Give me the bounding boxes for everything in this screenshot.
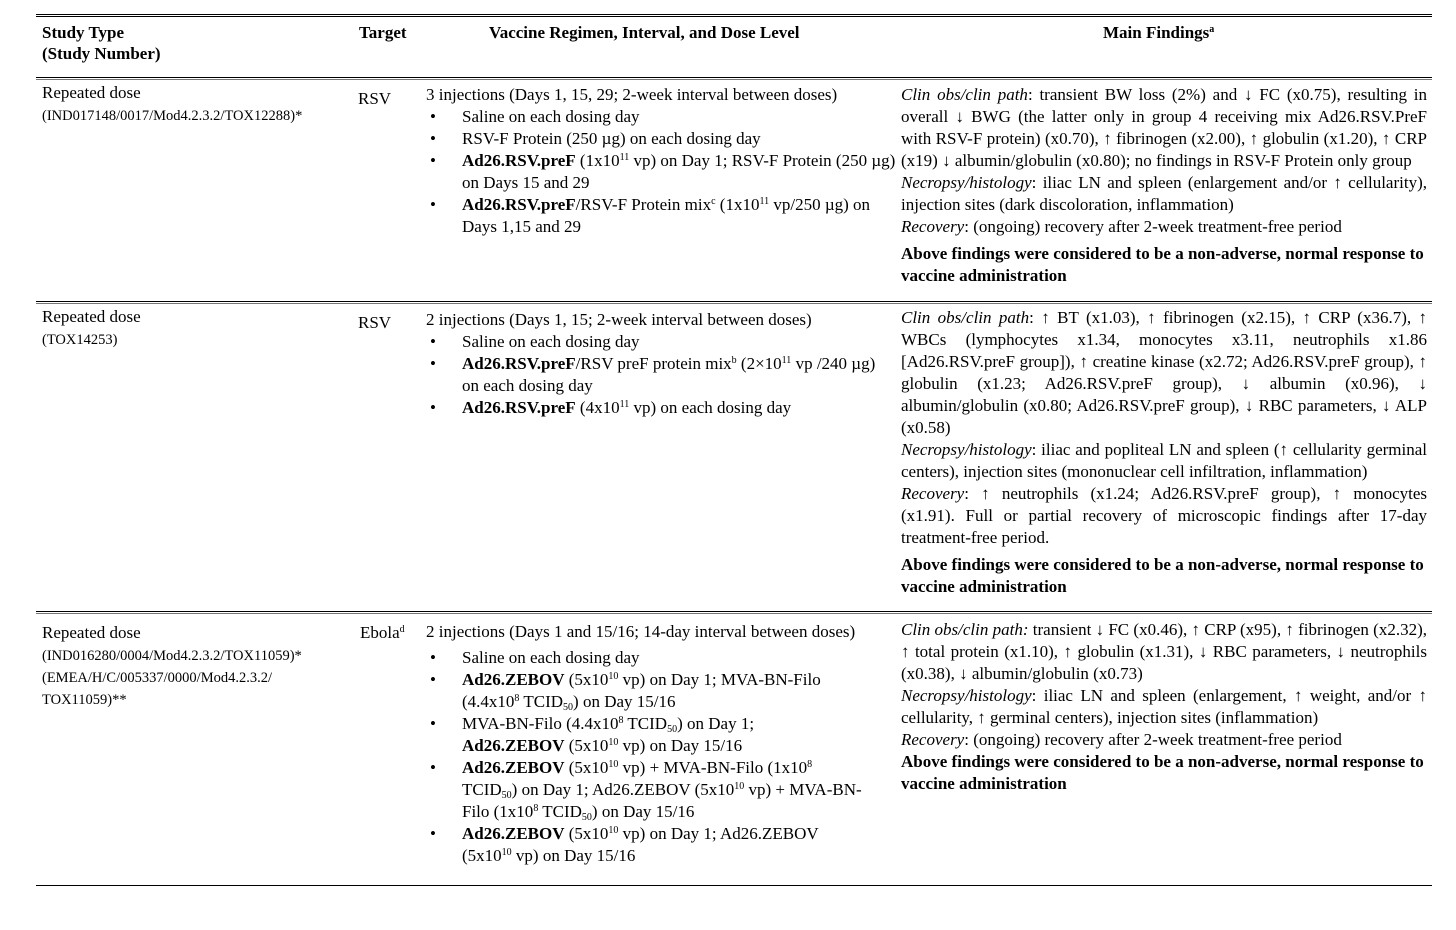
list-item: • Ad26.ZEBOV ($5x10^{10}$ vp) on Day 1; Ad26.ZEBOV ($5x10^{10}$ vp) on Day 15/16: [462, 823, 866, 867]
row3-conclusion: Above findings were considered to be a non-adverse, normal response to vaccine administration: [901, 752, 1424, 793]
list-item: • Saline on each dosing day: [462, 647, 866, 669]
row2-conclusion: Above findings were considered to be a non-adverse, normal response to vaccine administration: [901, 555, 1424, 596]
header-bottom-rule: [36, 77, 1432, 78]
row3-regimen-lead: 2 injections (Days 1 and 15/16; 14-day interval between doses): [426, 622, 856, 641]
list-item: • MVA-BN-Filo ($4.4x10^8$ $TCID_{50}$) on Day 1; Ad26.ZEBOV ($5x10^{10}$ vp) on Day 15/16: [462, 713, 866, 757]
row1-regimen-lead: 3 injections (Days 1, 15, 29; 2-week interval between doses): [426, 85, 838, 104]
header-findings: [1103, 22, 1214, 43]
header-study-type: [42, 22, 352, 64]
list-item: • Ad26.RSV.preF ($1x10^{11}$ vp) on Day 1; RSV-F Protein (250 µg) on Days 15 and 29: [462, 150, 896, 194]
table-bottom-rule: [36, 885, 1432, 886]
row2-necropsy: Necropsy/histology: iliac and popliteal LN and spleen (↑ cellularity germinal centers), injection sites (mononuclear cell infiltration, inflammation): [901, 440, 1427, 481]
list-item: • Ad26.RSV.preF/RSV-F Protein mix$^c$ ($1x10^{11}$ vp/250 µg) on Days 1,15 and 29: [462, 194, 896, 238]
row2-regimen-lead: 2 injections (Days 1, 15; 2-week interval between doses): [426, 310, 812, 329]
row1-study-type: Repeated dose: [42, 83, 141, 102]
row3-study-number-2: (EMEA/H/C/005337/0000/Mod4.2.3.2/: [42, 670, 272, 686]
row2-regimen-list: [426, 331, 896, 419]
row1-findings: [901, 84, 1427, 287]
row2-target: RSV: [358, 313, 392, 332]
row1-necropsy: Necropsy/histology: iliac LN and spleen (enlargement and/or ↑ cellularity), injection sites (dark discoloration, inflammation): [901, 173, 1427, 214]
row2-findings: [901, 307, 1427, 598]
list-item: • Saline on each dosing day: [462, 331, 896, 353]
row3-target-label: Ebola: [360, 623, 400, 642]
row1-study-number: (IND017148/0017/Mod4.2.3.2/TOX12288)*: [42, 108, 303, 124]
list-item: • Ad26.RSV.preF ($4x10^{11}$ vp) on each dosing day: [462, 397, 896, 419]
row3-study: [42, 622, 352, 710]
row1-regimen-list: [426, 106, 896, 238]
row3-clin: Clin obs/clin path: transient ↓ FC (x0.46), ↑ CRP (x95), ↑ fibrinogen (x2.32), ↑ total protein (x1.10), ↑ globulin (x1.31), ↓ RBC parameters, ↓ neutrophils (x0.38), ↓ albumin/globulin (x0.73): [901, 620, 1427, 683]
row2-study-type: Repeated dose: [42, 307, 141, 326]
row3-study-number-3: TOX11059)**: [42, 692, 127, 708]
header-findings-label: Main Findings: [1103, 23, 1210, 42]
list-item: • Ad26.ZEBOV ($5x10^{10}$ vp) + MVA-BN-Filo ($1x10^8$ $TCID_{50}$) on Day 1; Ad26.ZEBOV ($5x10^{10}$ vp) + MVA-BN-Filo ($1x10^8$ $TCID_{50}$) on Day 15/16: [462, 757, 866, 823]
row3-findings: [901, 619, 1427, 795]
row3-study-type: Repeated dose: [42, 623, 141, 642]
row2-study: [42, 306, 352, 350]
row1-bottom-rule: [36, 301, 1432, 302]
row3-target: [360, 622, 405, 644]
row3-recovery: Recovery: (ongoing) recovery after 2-week treatment-free period: [901, 730, 1342, 749]
row1-target: RSV: [358, 89, 392, 108]
list-item: • RSV-F Protein (250 µg) on each dosing day: [462, 128, 896, 150]
row3-necropsy: Necropsy/histology: iliac LN and spleen (enlargement, ↑ weight, and/or ↑ cellularity, ↑ germinal centers), injection sites (inflammation): [901, 686, 1427, 727]
table-top-rule: [36, 14, 1432, 15]
row3-study-number-1: (IND016280/0004/Mod4.2.3.2/TOX11059)*: [42, 648, 302, 664]
list-item: • Ad26.ZEBOV ($5x10^{10}$ vp) on Day 1; MVA-BN-Filo ($4.4x10^8$ $TCID_{50}$) on Day 15/16: [462, 669, 866, 713]
row2-bottom-rule: [36, 611, 1432, 612]
list-item: • Ad26.RSV.preF/RSV preF protein mix$^b$ ($2\times 10^{11}$ vp /240 µg) on each dosing day: [462, 353, 896, 397]
row1-clin: Clin obs/clin path: transient BW loss (2%) and ↓ FC (x0.75), resulting in overall ↓ BWG (the latter only in group 4 receiving mix Ad26.RSV.PreF with RSV-F protein) (x0.70), ↑ fibrinogen (x2.00), ↑ globulin (x1.20), ↑ CRP (x19) ↓ albumin/globulin (x0.80); no findings in RSV-F Protein only group: [901, 85, 1428, 170]
row3-regimen: [426, 621, 866, 867]
row2-clin: Clin obs/clin path: ↑ BT (x1.03), ↑ fibrinogen (x2.15), ↑ CRP (x36.7), ↑ WBCs (lymphocytes x1.34, monocytes x3.11, neutrophils x1.86 [Ad26.RSV.preF group]), ↑ creatine kinase (x2.72; Ad26.RSV.preF group), ↑ globulin (x1.23; Ad26.RSV.preF group), ↓ albumin (x0.96), ↓ albumin/globulin (x0.80; Ad26.RSV.preF group), ↓ RBC parameters, ↓ ALP (x0.58): [901, 308, 1428, 437]
row1-study: [42, 82, 352, 126]
row1-conclusion: Above findings were considered to be a non-adverse, normal response to vaccine administration: [901, 244, 1424, 285]
list-item: • Saline on each dosing day: [462, 106, 896, 128]
header-findings-footnote: a: [1209, 24, 1215, 35]
row1-regimen: [426, 84, 896, 238]
header-regimen: Vaccine Regimen, Interval, and Dose Level: [489, 23, 800, 42]
row2-regimen: [426, 309, 896, 419]
row3-target-footnote: d: [399, 624, 405, 635]
row2-recovery: Recovery: ↑ neutrophils (x1.24; Ad26.RSV.preF group), ↑ monocytes (x1.91). Full or partial recovery of microscopic findings after 17-day treatment-free period.: [901, 484, 1427, 547]
row1-recovery: Recovery: (ongoing) recovery after 2-week treatment-free period: [901, 217, 1342, 236]
header-target: Target: [359, 23, 407, 42]
header-study-number-label: (Study Number): [42, 44, 161, 63]
header-study-type-label: Study Type: [42, 23, 125, 42]
row2-study-number: (TOX14253): [42, 332, 118, 348]
row3-regimen-list: [426, 647, 866, 867]
